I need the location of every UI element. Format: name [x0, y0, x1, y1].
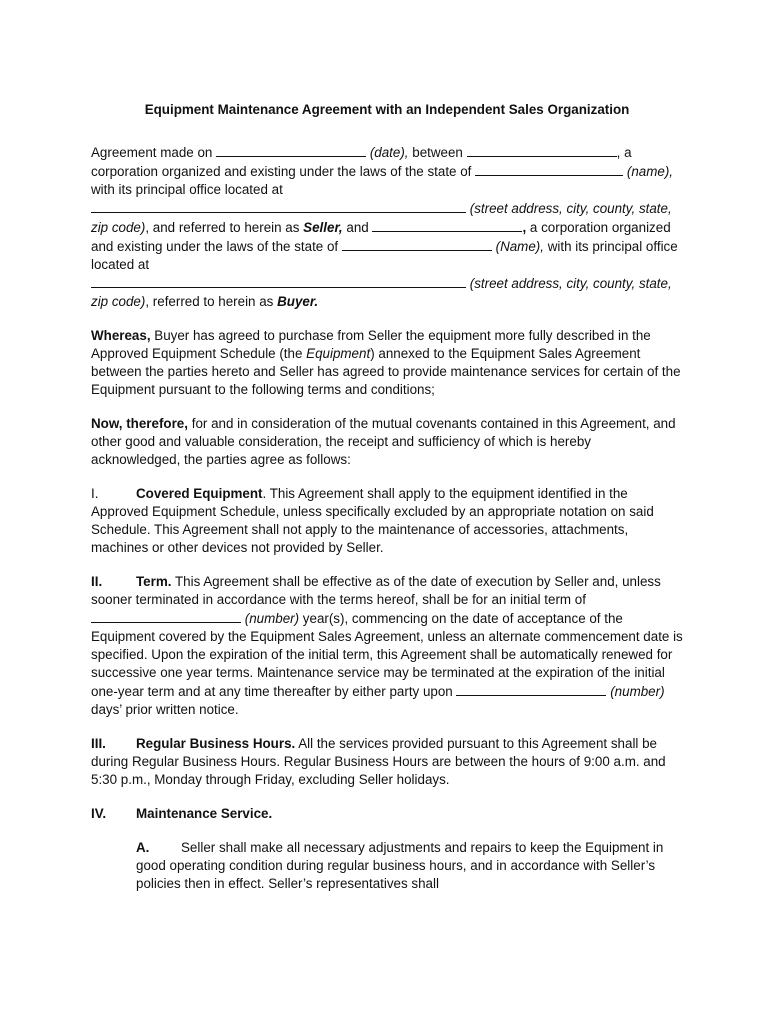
section-4-subsection-a — [136, 839, 683, 893]
a-text-1: , a — [616, 145, 632, 160]
section-2-heading: Term. — [136, 574, 172, 589]
address-hint-1: (street address, city, county, — [469, 201, 636, 216]
subsection-a-number: A. — [136, 840, 150, 855]
state-zip-hint-2: state, zip code) — [91, 276, 672, 309]
comma-text: , — [522, 220, 527, 235]
section-3-number: III. — [91, 736, 106, 751]
now-therefore-lead: Now, therefore, — [91, 416, 188, 431]
seller-term: Seller, — [303, 220, 343, 235]
a-text-2: a — [529, 220, 538, 235]
section-2-text-3: days’ prior written notice. — [91, 702, 239, 717]
whereas-text-2: ) annexed to the Equipment Sales Agreement between the parties hereto and Seller has agreed to provide maintenance services for certain of the Equipment pursuant to the following terms and conditions; — [91, 346, 681, 397]
equipment-term: Equipment — [306, 346, 371, 361]
made-on-text: Agreement made on — [91, 145, 213, 160]
principal-office-text-2: with its principal office located at — [91, 239, 678, 272]
whereas-text-1: Buyer has agreed to purchase from Seller the equipment more fully described in the Approved Equipment Schedule (the — [91, 328, 651, 361]
number-hint-2: (number) — [610, 684, 665, 699]
whereas-paragraph — [91, 327, 683, 399]
now-therefore-paragraph — [91, 415, 683, 469]
term-number-blank — [91, 609, 241, 623]
between-text: between — [412, 145, 463, 160]
section-4-maintenance-service — [91, 805, 683, 823]
section-3-regular-business-hours — [91, 735, 683, 789]
seller-state-blank — [475, 162, 623, 176]
section-3-heading: Regular Business Hours. — [136, 736, 296, 751]
date-blank — [216, 143, 366, 157]
section-2-text-1: This Agreement shall be effective as of the date of execution by Seller and, unless sooner terminated in accordance with the terms hereof, shall be for an initial term of — [91, 574, 661, 607]
section-1-number: I. — [91, 486, 99, 501]
corporation-text-2: corporation organized and existing under the laws of the state of — [91, 220, 671, 254]
section-2-text-2: year(s), commencing on the date of acceptance of the Equipment covered by the Equipment Sales Agreement, unless an alternate commencement date is specified. Upon the expiration of the initial term, this Agreement shall be automatically renewed for successive one year terms. Maintenance service may be terminated at the expiration of the initial one-year term and at any time thereafter by either party upon — [91, 611, 683, 699]
intro-paragraph — [91, 143, 683, 311]
principal-office-text-1: with its principal office located at — [91, 182, 283, 197]
seller-address-blank — [91, 199, 466, 213]
date-hint: (date), — [369, 145, 409, 160]
section-4-number: IV. — [91, 806, 107, 821]
state-zip-hint-1: state, zip code) — [91, 201, 672, 235]
buyer-state-blank — [342, 237, 492, 251]
document-title: Equipment Maintenance Agreement with an Independent Sales Organization — [144, 102, 630, 117]
corporation-text-1: corporation organized and existing under the laws of the state of — [91, 164, 472, 179]
section-3-text: All the services provided pursuant to this Agreement shall be during Regular Business Hours. Regular Business Hours are between the hours of 9:00 a.m. and 5:30 p.m., Monday through Friday, excluding Seller holidays. — [91, 736, 666, 787]
notice-days-blank — [456, 682, 606, 696]
buyer-address-blank — [91, 274, 466, 288]
and-text: and — [346, 220, 369, 235]
referred-seller-text: , and referred to herein as — [145, 220, 300, 235]
subsection-a-text: Seller shall make all necessary adjustments and repairs to keep the Equipment in good operating condition during regular business hours, and in accordance with Seller’s policies then in effect. Seller’s representatives shall — [136, 840, 664, 891]
referred-buyer-text: , referred to herein as — [145, 294, 274, 309]
now-therefore-text: for and in consideration of the mutual covenants contained in this Agreement, and other good and valuable consideration, the receipt and sufficiency of which is hereby acknowledged, the parties agree as follows: — [91, 416, 676, 467]
section-1-covered-equipment — [91, 485, 683, 557]
section-1-heading: Covered Equipment — [136, 486, 263, 501]
section-2-number: II. — [91, 574, 103, 589]
name-hint-2: (Name), — [495, 239, 544, 254]
buyer-term: Buyer. — [277, 294, 319, 309]
document-body — [91, 101, 683, 909]
section-2-term — [91, 573, 683, 719]
section-1-text: . This Agreement shall apply to the equipment identified in the Approved Equipment Schedule, unless specifically excluded by an appropriate notation on said Schedule. This Agreement shall not apply to the maintenance of accessories, attachments, machines or other devices not provided by Seller. — [91, 486, 654, 555]
section-4-heading: Maintenance Service. — [136, 806, 273, 821]
address-hint-2: (street address, city, county, — [469, 276, 636, 291]
buyer-name-blank — [372, 218, 522, 232]
seller-name-blank — [467, 143, 617, 157]
number-hint-1: (number) — [244, 611, 300, 626]
whereas-lead: Whereas, — [91, 328, 151, 343]
name-hint-1: (name), — [626, 164, 673, 179]
